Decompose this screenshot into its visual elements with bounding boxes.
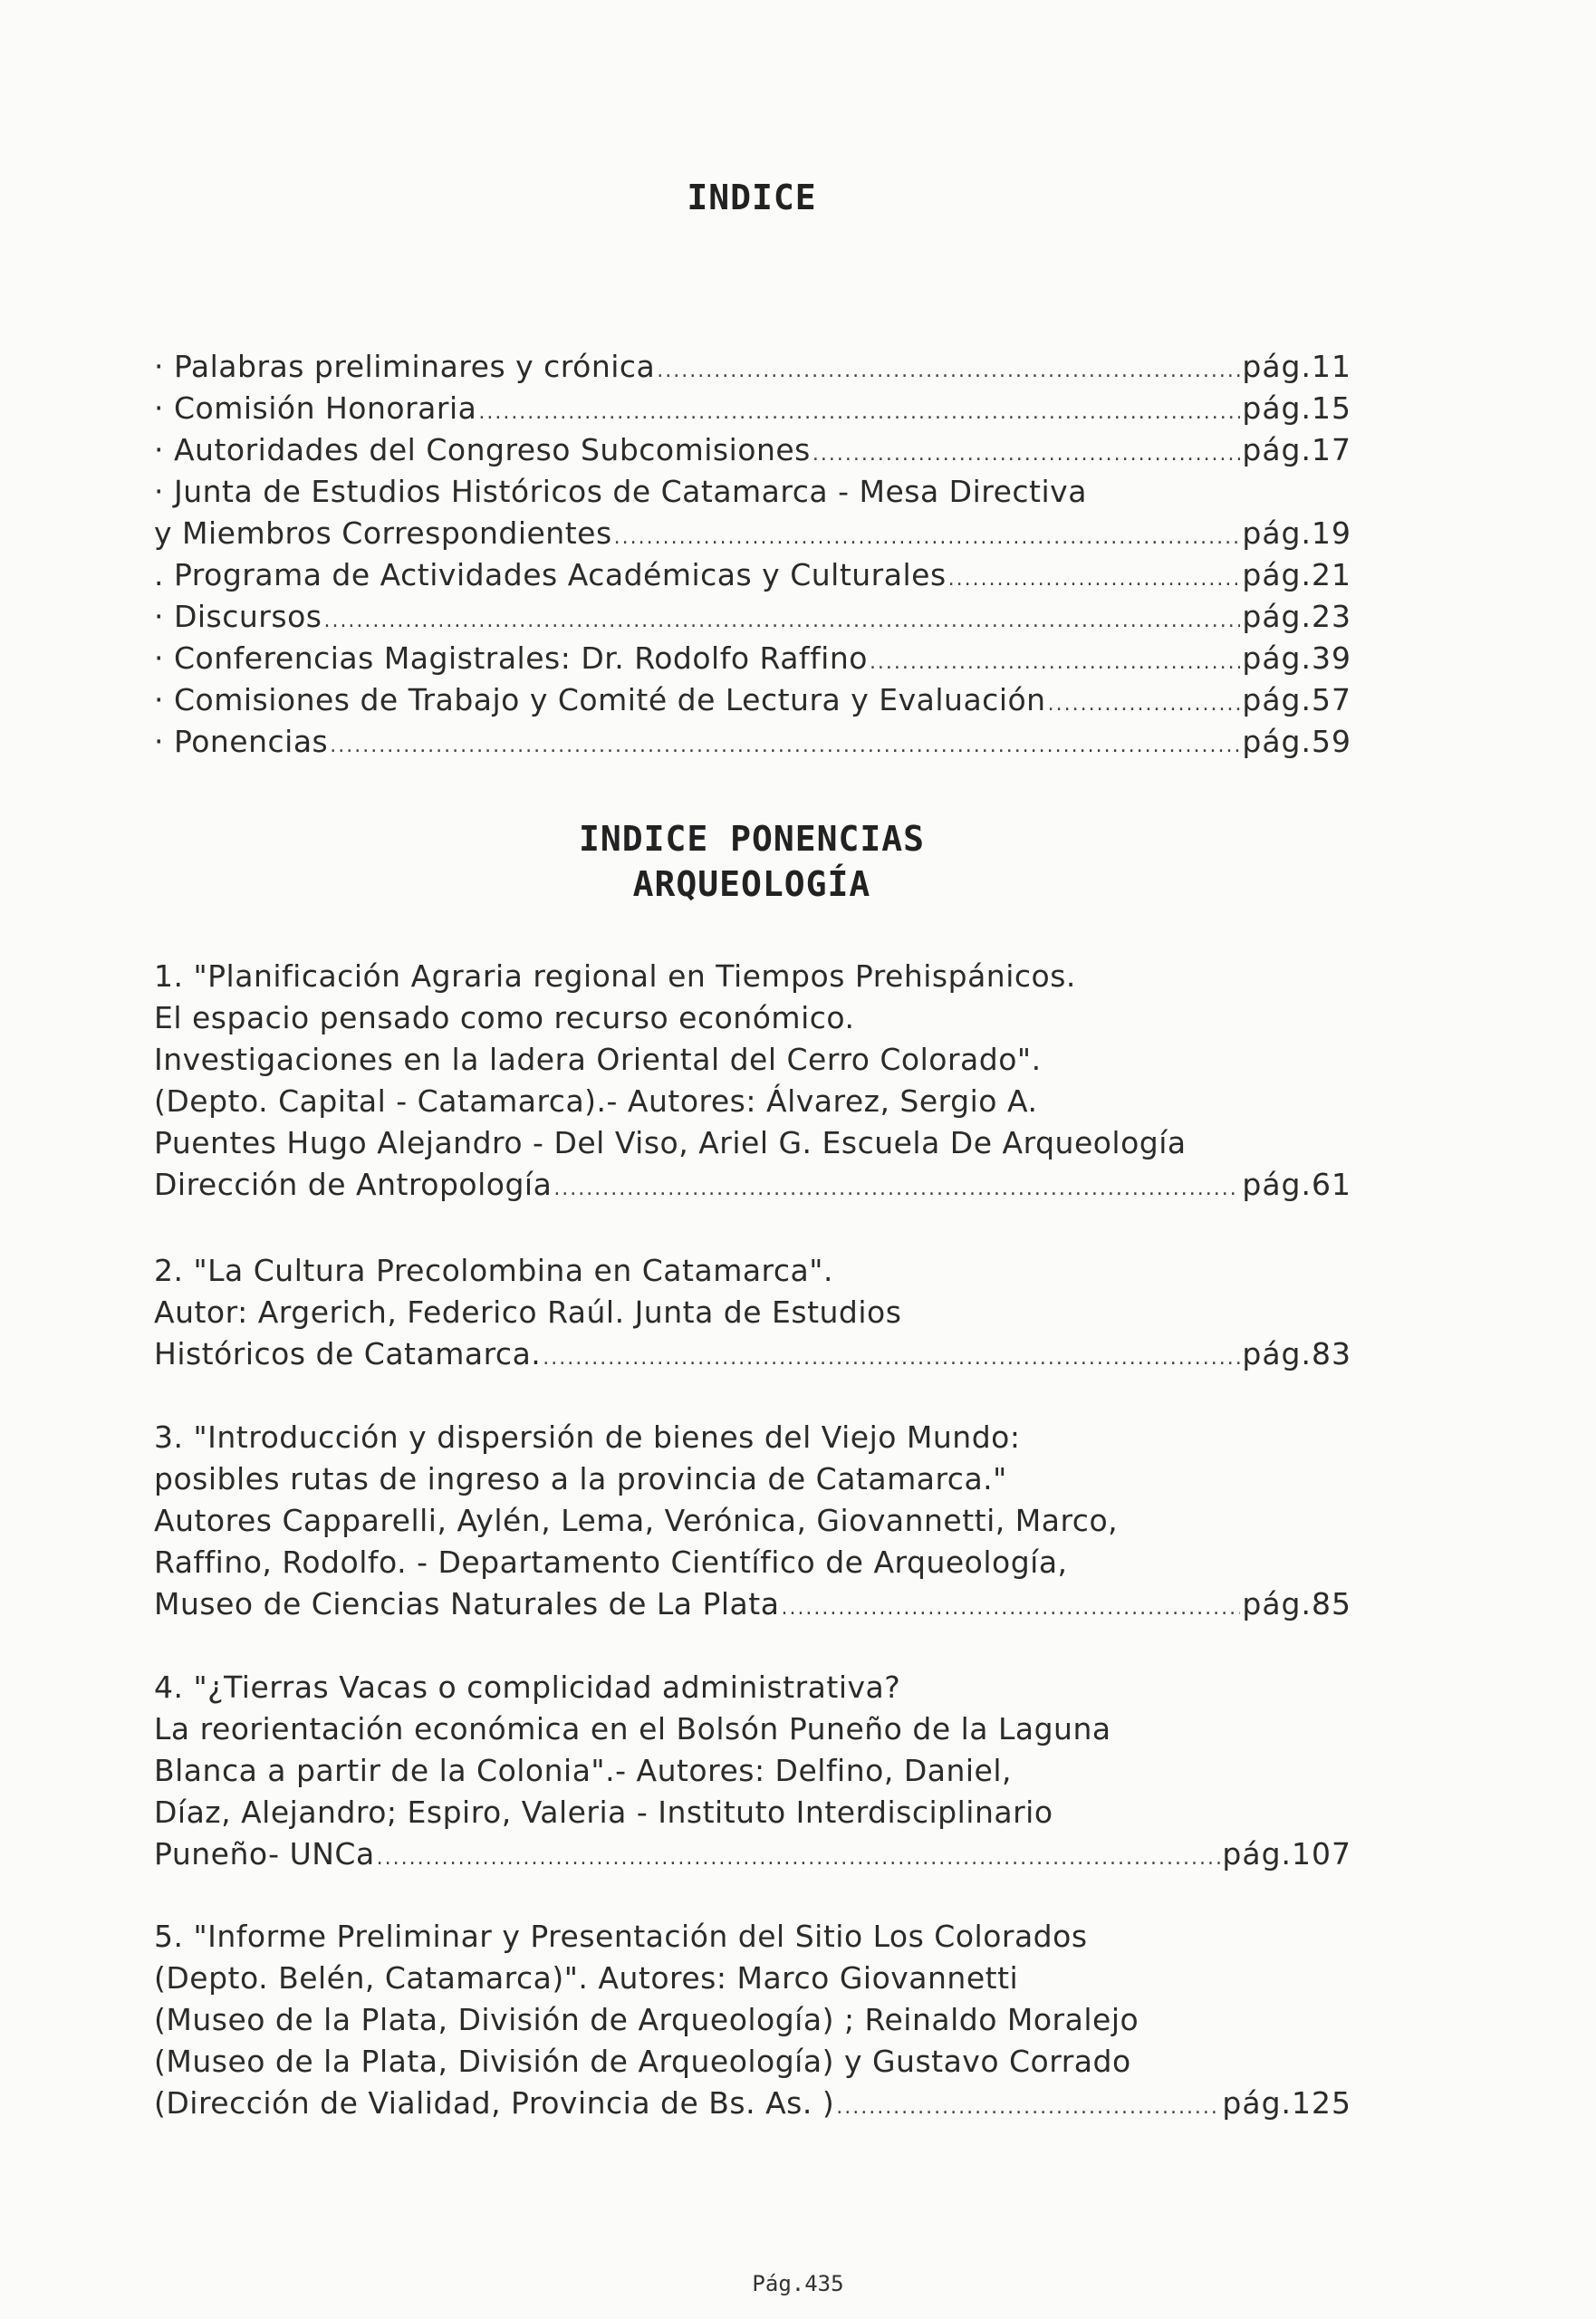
index-item-page: pág.19: [1242, 515, 1351, 551]
index-item-page: pág.59: [1242, 724, 1351, 759]
paper-line: Autor: Argerich, Federico Raúl. Junta de Estudios: [154, 1294, 902, 1330]
index-item-page: pág.15: [1242, 390, 1351, 426]
index-item: [154, 596, 1351, 638]
dot-leader: [543, 1338, 1240, 1380]
paper-line: 1. "Planificación Agraria regional en Tiempos Prehispánicos.: [154, 958, 1076, 994]
paper-entry: [154, 1667, 1351, 1875]
page-number: Pág.435: [752, 2271, 844, 2296]
paper-page: pág.125: [1222, 2085, 1351, 2121]
index-title: INDICE: [687, 178, 817, 217]
index-item-label: . Programa de Actividades Académicas y Culturales: [154, 557, 947, 592]
paper-last-label: Museo de Ciencias Naturales de La Plata: [154, 1586, 780, 1621]
paper-line: (Museo de la Plata, División de Arqueología) y Gustavo Corrado: [154, 2044, 1131, 2079]
paper-line: Díaz, Alejandro; Espiro, Valeria - Instituto Interdisciplinario: [154, 1795, 1053, 1830]
index-item: [154, 346, 1351, 388]
index-item-label: · Autoridades del Congreso Subcomisiones: [154, 432, 811, 467]
paper-page: pág.83: [1242, 1336, 1351, 1371]
paper-line: 4. "¿Tierras Vacas o complicidad administrativa?: [154, 1669, 901, 1705]
ponencias-title: INDICE PONENCIAS: [578, 819, 926, 859]
paper-line: Puentes Hugo Alejandro - Del Viso, Ariel G. Escuela De Arqueología: [154, 1125, 1187, 1160]
dot-leader: [553, 1169, 1240, 1210]
dot-leader: [836, 2087, 1220, 2129]
dot-leader: [870, 642, 1240, 684]
ponencias-subtitle: ARQUEOLOGÍA: [632, 864, 871, 904]
dot-leader: [330, 726, 1240, 767]
index-item: [154, 554, 1351, 596]
paper-last-label: Históricos de Catamarca.: [154, 1336, 542, 1371]
dot-leader: [948, 559, 1241, 601]
paper-line: 3. "Introducción y dispersión de bienes del Viejo Mundo:: [154, 1419, 1021, 1455]
index-item-page: pág.23: [1242, 599, 1351, 634]
paper-line: Investigaciones en la ladera Oriental del Cerro Colorado".: [154, 1042, 1042, 1077]
index-item-page: pág.57: [1242, 682, 1351, 717]
dot-leader: [377, 1838, 1221, 1880]
dot-leader: [781, 1588, 1240, 1630]
paper-line: 2. "La Cultura Precolombina en Catamarca".: [154, 1253, 833, 1288]
paper-page: pág.107: [1222, 1836, 1351, 1872]
paper-page: pág.61: [1242, 1167, 1351, 1202]
paper-line: 5. "Informe Preliminar y Presentación del Sitio Los Colorados: [154, 1919, 1088, 1954]
index-item-label: y Miembros Correspondientes: [154, 515, 612, 551]
index-item-page: pág.17: [1242, 432, 1351, 467]
index-item-label: · Ponencias: [154, 724, 329, 759]
index-item: [154, 721, 1351, 763]
index-item-label: · Discursos: [154, 599, 322, 634]
index-item-label: · Comisión Honoraria: [154, 390, 477, 426]
paper-last-label: (Dirección de Vialidad, Provincia de Bs. As. ): [154, 2085, 835, 2121]
paper-line: Blanca a partir de la Colonia".- Autores: Delfino, Daniel,: [154, 1753, 1012, 1788]
dot-leader: [614, 517, 1241, 559]
index-item-page: pág.11: [1242, 349, 1351, 384]
index-item: [154, 679, 1351, 721]
index-item: [154, 429, 1351, 471]
paper-last-label: Dirección de Antropología: [154, 1167, 553, 1202]
dot-leader: [1048, 684, 1241, 726]
paper-last-line: [154, 1333, 1351, 1375]
index-item-label: · Conferencias Magistrales: Dr. Rodolfo Raffino: [154, 640, 868, 676]
paper-page: pág.85: [1242, 1586, 1351, 1621]
index-item: [154, 388, 1351, 429]
paper-entry: [154, 1916, 1351, 2124]
index-item-label: · Palabras preliminares y crónica: [154, 349, 656, 384]
paper-last-line: [154, 1583, 1351, 1625]
paper-entry: [154, 1417, 1351, 1625]
paper-entry: [154, 1250, 1351, 1375]
dot-leader: [478, 392, 1240, 434]
dot-leader: [323, 601, 1240, 642]
paper-line: La reorientación económica en el Bolsón Puneño de la Laguna: [154, 1711, 1111, 1746]
paper-line: El espacio pensado como recurso económico.: [154, 1000, 855, 1035]
index-list: [154, 346, 1351, 763]
index-item: [154, 638, 1351, 679]
paper-line: (Depto. Capital - Catamarca).- Autores: Álvarez, Sergio A.: [154, 1083, 1038, 1119]
paper-line: Raffino, Rodolfo. - Departamento Científico de Arqueología,: [154, 1544, 1068, 1580]
index-item-page: pág.39: [1242, 640, 1351, 676]
dot-leader: [657, 351, 1240, 392]
index-item: [154, 513, 1351, 554]
index-item-page: pág.21: [1242, 557, 1351, 592]
paper-line: Autores Capparelli, Aylén, Lema, Verónica, Giovannetti, Marco,: [154, 1503, 1119, 1538]
paper-entry: [154, 956, 1351, 1206]
paper-last-line: [154, 1833, 1351, 1875]
paper-line: posibles rutas de ingreso a la provincia de Catamarca.": [154, 1461, 1007, 1496]
dot-leader: [812, 434, 1241, 476]
paper-line: (Depto. Belén, Catamarca)". Autores: Marco Giovannetti: [154, 1960, 1019, 1996]
index-item-label: · Comisiones de Trabajo y Comité de Lectura y Evaluación: [154, 682, 1046, 717]
paper-last-line: [154, 2083, 1351, 2124]
paper-last-line: [154, 1164, 1351, 1206]
paper-last-label: Puneño- UNCa: [154, 1836, 375, 1872]
index-item-line: · Junta de Estudios Históricos de Catamarca - Mesa Directiva: [154, 474, 1087, 509]
paper-line: (Museo de la Plata, División de Arqueología) ; Reinaldo Moralejo: [154, 2002, 1139, 2037]
